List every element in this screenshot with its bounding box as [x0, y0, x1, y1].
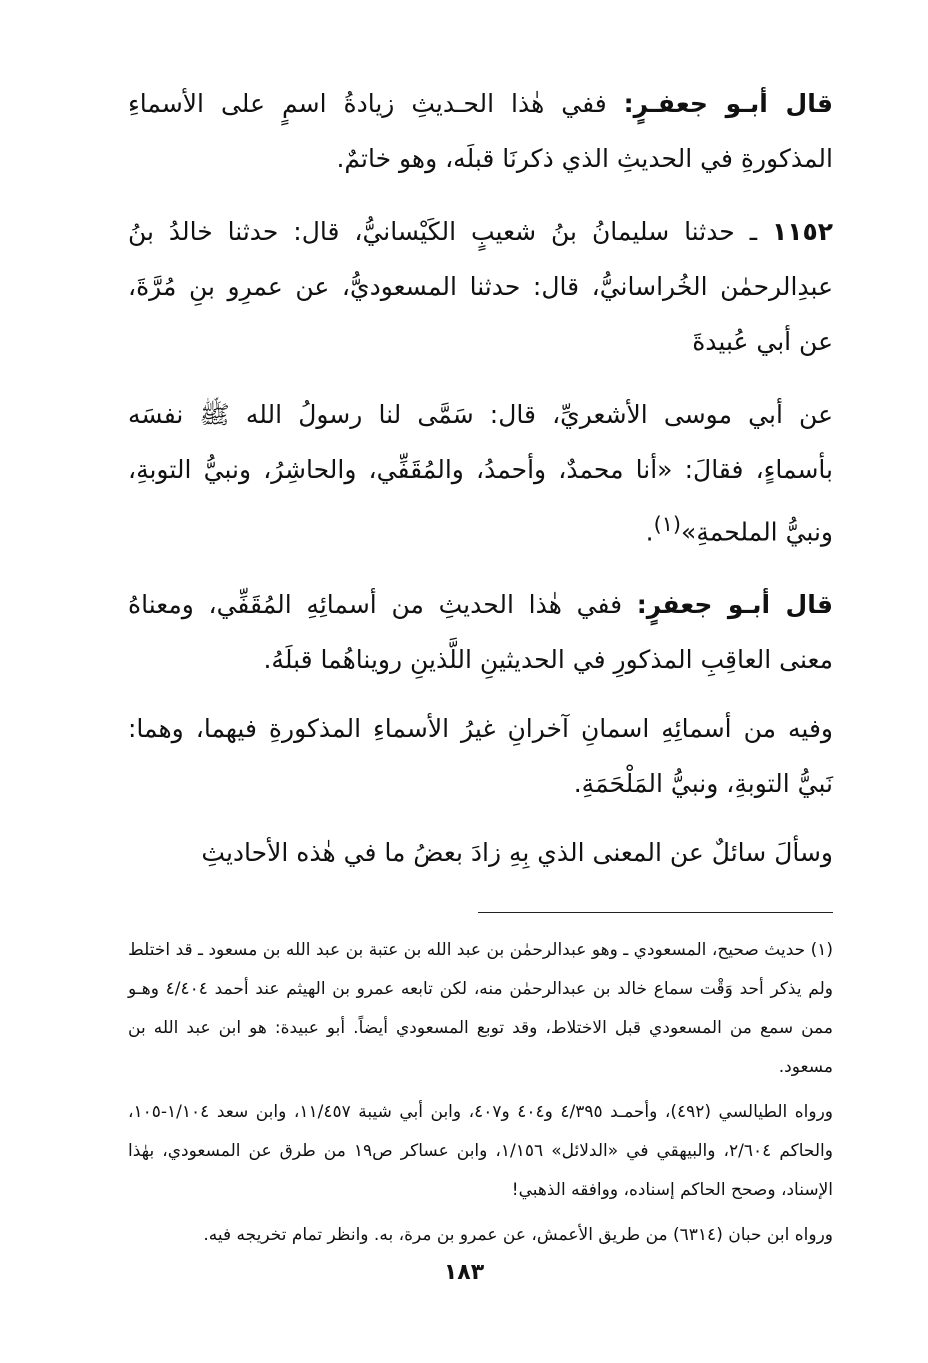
- hadith-matn: [128, 387, 833, 559]
- paragraph-names: [128, 701, 833, 811]
- paragraph-text: وسألَ سائلٌ عن المعنى الذي بِهِ زادَ بعضُ ما في هٰذه الأحاديثِ: [201, 838, 833, 868]
- speaker-label: قال أبـو جعفرٍ:: [636, 590, 834, 620]
- footnote-separator: [478, 912, 833, 913]
- footnote-ref: (١): [653, 512, 682, 536]
- paragraph-question: [128, 825, 833, 880]
- speaker-label: قال أبـو جعفـرٍ:: [623, 89, 833, 118]
- paragraph-abu-jafar-2: [128, 577, 833, 687]
- footnote-1: (١) حديث صحيح، المسعودي ـ وهو عبدالرحمٰن بن عبد الله بن عتبة بن عبد الله بن مسعود ـ قد اختلط ولم يذكر أحد وَقْت سماع خالد بن عبدالرحمٰن منه، لكن تابعه عمرو بن الهيثم عند أحمد ٤/٤٠٤ وهـو ممن سمع من المسعودي قبل الاختلاط، وقد توبع المسعودي أيضاً. أبو عبيدة: هو ابن عبد الله بن مسعود.: [128, 940, 834, 1078]
- main-text: [128, 76, 833, 880]
- isnad-text: ـ حدثنا سليمانُ بنُ شعيبٍ الكَيْسانيُّ، قال: حدثنا خالدُ بنُ عبدِالرحمٰن الخُراسانيُّ، قال: حدثنا المسعوديُّ، عن عمرِو بنِ مُرَّةَ، عن أبي عُبيدةَ: [128, 217, 833, 356]
- footnote-2: ورواه الطيالسي (٤٩٢)، وأحمـد ٤/٣٩٥ و٤٠٤ و٤٠٧، وابن أبي شيبة ١١/٤٥٧، وابن سعد ١/١٠٤-١٠٥، والحاكم ٢/٦٠٤، والبيهقي في «الدلائل» ١/١٥٦، وابن عساكر ص١٩ من طرق عن المسعودي، بهٰذا الإسناد، وصحح الحاكم إسناده، ووافقه الذهبي!: [128, 1102, 834, 1201]
- paragraph-text: ففي هٰذا الحديثِ من أسمائِهِ المُقَفِّي، ومعناهُ معنى العاقِبِ المذكورِ في الحديثينِ اللَّذينِ رويناهُما قبلَهُ.: [128, 590, 833, 675]
- footnotes: [128, 931, 833, 1255]
- paragraph-text: ففي هٰذا الحـديثِ زيادةُ اسمٍ على الأسماءِ المذكورةِ في الحديثِ الذي ذكرنَا قبلَه، وهو خاتمٌ.: [128, 89, 833, 173]
- paragraph-text: وفيه من أسمائِهِ اسمانِ آخرانِ غيرُ الأسماءِ المذكورةِ فيهما، وهما: نَبيُّ التوبةِ، ونبيُّ المَلْحَمَةِ.: [128, 714, 833, 799]
- footnote-3: ورواه ابن حبان (٦٣١٤) من طريق الأعمش، عن عمرو بن مرة، به. وانظر تمام تخريجه فيه.: [203, 1225, 833, 1246]
- matn-end: .: [645, 517, 654, 547]
- hadith-number: ١١٥٢: [771, 217, 833, 246]
- paragraph-abu-jafar-1: [128, 76, 833, 186]
- hadith-1152: [128, 204, 833, 369]
- page-number: ١٨٣: [443, 1260, 485, 1285]
- matn-text: عن أبي موسى الأشعريِّ، قال: سَمَّى لنا رسولُ الله ﷺ نفسَه بأسماءٍ، فقالَ: «أنا محمدٌ، وأحمدُ، والمُقَفِّي، والحاشِرُ، ونبيُّ التوبةِ، ونبيُّ الملحمةِ»: [128, 400, 833, 547]
